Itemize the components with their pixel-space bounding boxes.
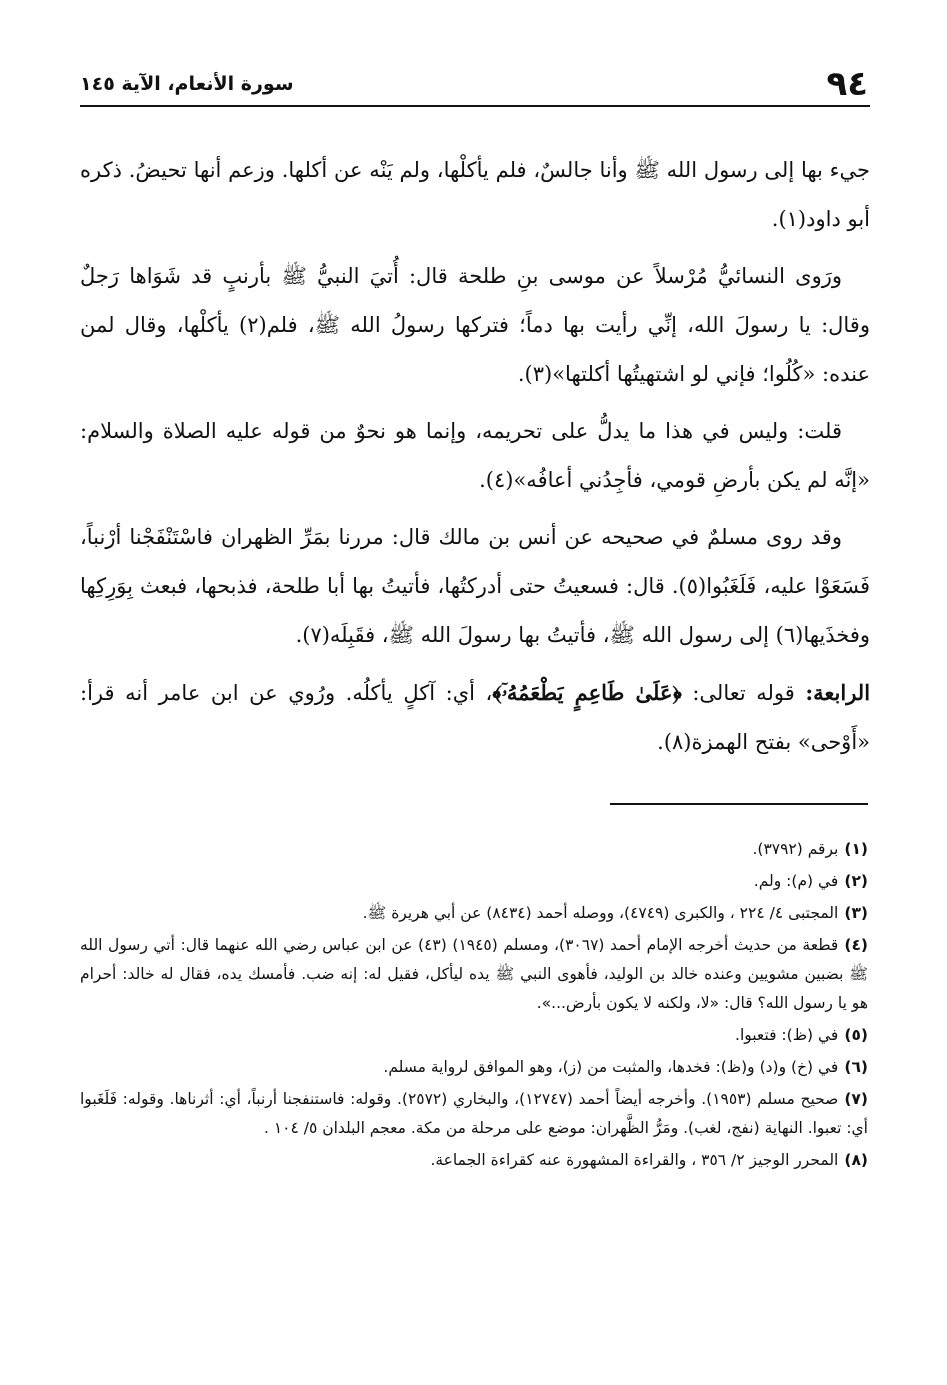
footnote-text: قطعة من حديث أخرجه الإمام أحمد (٣٠٦٧)، ومسلم (١٩٤٥) (٤٣) عن ابن عباس رضي الله عنهما قال: أتي رسول الله ﷺ بضبين مشويين وعنده خالد بن الوليد، فأهوى النبي ﷺ يده ليأكل، فقيل له: إنه ضب. فأمسك يده، فقال له خالد: أحرام هو يا رسول الله؟ قال: «لا، ولكنه لا يكون بأرض...».	[80, 936, 868, 1012]
quran-quote: ﴿عَلَىٰ طَاعِمٍ يَطْعَمُهُۥٓ﴾	[492, 680, 682, 705]
footnote-number: (٤)	[844, 936, 868, 954]
header-rule	[80, 105, 870, 107]
footnote-text: في (م): ولم.	[753, 872, 839, 890]
footnote	[80, 899, 868, 928]
footnotes	[80, 835, 868, 1178]
page-number: ٩٤	[826, 64, 868, 104]
paragraph-3: قلت: وليس في هذا ما يدلُّ على تحريمه، وإنما هو نحوٌ من قوله عليه الصلاة والسلام: «إنَّه لم يكن بأرضِ قومي، فأجِدُني أعافُه»(٤).	[80, 419, 870, 492]
footnote	[80, 1085, 868, 1143]
footnote-text: في (خ) و(د) و(ظ): فخدها، والمثبت من (ز)، وهو الموافق لرواية مسلم.	[383, 1058, 839, 1076]
footnote	[80, 867, 868, 896]
footnote-number: (٥)	[844, 1026, 868, 1044]
paragraph-2: ورَوى النسائيُّ مُرْسلاً عن موسى بنِ طلحة قال: أُتيَ النبيُّ ﷺ بأرنبٍ قد شَوَاها رَجلٌ وقال: يا رسولَ الله، إنِّي رأيت بها دماً؛ فتركها رسولُ الله ﷺ، فلم(٢) يأكلْها، وقال لمن عنده: «كُلُوا؛ فإني لو اشتهيتُها أكلتها»(٣).	[80, 264, 870, 386]
paragraph-5-part-b: ، أي: آكلٍ يأكلُه. ورُوي عن ابن عامر أنه قرأ: «أَوْحى» بفتح الهمزة(٨).	[80, 681, 870, 754]
footnote-text: صحيح مسلم (١٩٥٣). وأخرجه أيضاً أحمد (١٢٧٤٧)، والبخاري (٢٥٧٢). وقوله: فاستنفجنا أرنباً، أي: أثرناها. وقوله: فَلَغَبوا أي: تعبوا. النهاية (نفج، لغب). ومَرُّ الظَّهران: موضع على مرحلة من مكة. معجم البلدان ٥/ ١٠٤ .	[80, 1090, 868, 1137]
main-text	[80, 146, 870, 775]
footnote-number: (٨)	[844, 1151, 868, 1169]
section-lead-word: الرابعة:	[805, 680, 871, 705]
footnote-number: (٦)	[844, 1058, 868, 1076]
footnote	[80, 1053, 868, 1082]
running-title: سورة الأنعام، الآية ١٤٥	[80, 73, 294, 95]
footnote	[80, 931, 868, 1018]
footnote-separator	[610, 803, 868, 805]
footnote-text: في (ظ): فتعبوا.	[735, 1026, 839, 1044]
footnote-number: (١)	[844, 840, 868, 858]
footnote-number: (٢)	[844, 872, 868, 890]
footnote	[80, 835, 868, 864]
footnote	[80, 1146, 868, 1175]
paragraph-5	[80, 668, 870, 767]
footnote	[80, 1021, 868, 1050]
paragraph-5-part-a: قوله تعالى:	[681, 681, 806, 705]
paragraph-4: وقد روى مسلمٌ في صحيحه عن أنس بن مالك قال: مررنا بمَرِّ الظهران فاسْتَنْفَجْنا أرْنباً، فَسَعَوْا عليه، فَلَغَبُوا(٥). قال: فسعيتُ حتى أدركتُها، فأتيتُ بها أبا طلحة، فذبحها، فبعث بِوَرِكِها وفخذَيها(٦) إلى رسول الله ﷺ، فأتيتُ بها رسولَ الله ﷺ، فقَبِلَه(٧).	[80, 525, 870, 647]
footnote-number: (٣)	[844, 904, 868, 922]
footnote-text: برقم (٣٧٩٢).	[752, 840, 839, 858]
footnote-number: (٧)	[844, 1090, 868, 1108]
footnote-text: المحرر الوجيز ٢/ ٣٥٦ ، والقراءة المشهورة عنه كقراءة الجماعة.	[430, 1151, 839, 1169]
paragraph-1: جيء بها إلى رسول الله ﷺ وأنا جالسٌ، فلم يأكلْها، ولم يَنْه عن أكلها. وزعم أنها تحيضُ. ذكره أبو داود(١).	[80, 158, 870, 231]
footnote-text: المجتبى ٤/ ٢٢٤ ، والكبرى (٤٧٤٩)، ووصله أحمد (٨٤٣٤) عن أبي هريرة ﷺ.	[362, 904, 839, 922]
